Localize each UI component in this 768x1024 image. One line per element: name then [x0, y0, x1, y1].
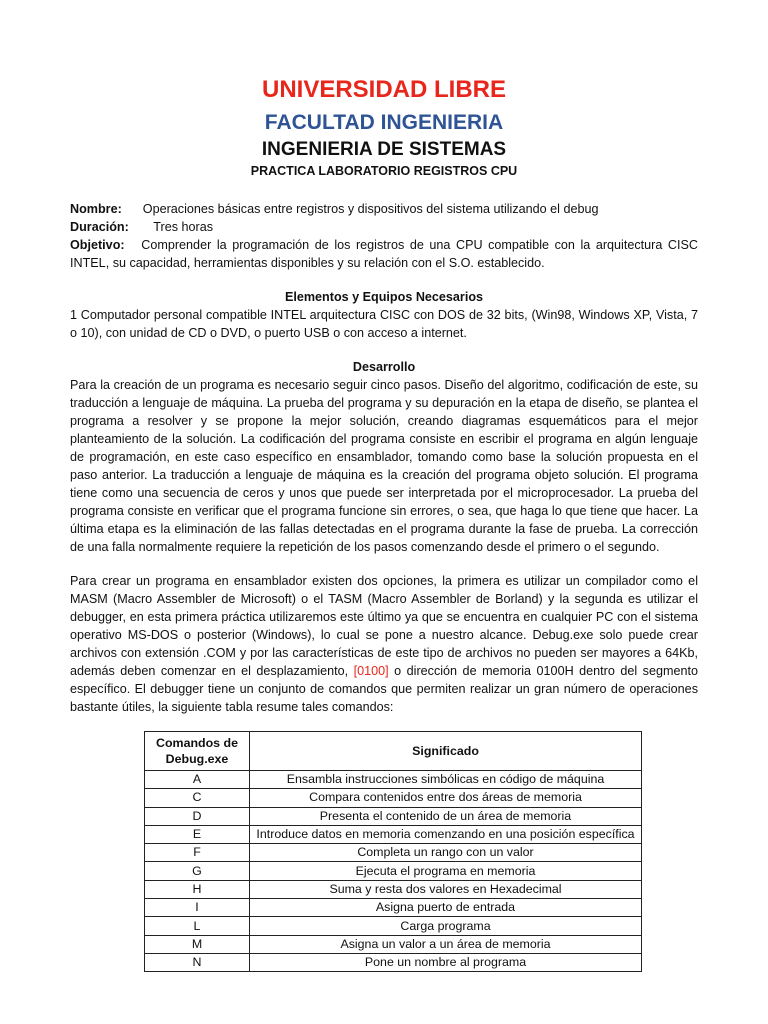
table-row — [145, 807, 642, 825]
command-cell: D — [145, 807, 250, 825]
table-row — [145, 771, 642, 789]
command-cell: G — [145, 862, 250, 880]
table-row — [145, 862, 642, 880]
objective-row — [70, 236, 698, 272]
development-title: Desarrollo — [352, 360, 416, 374]
practice-title: PRACTICA LABORATORIO REGISTROS CPU — [250, 164, 518, 178]
table-row — [145, 935, 642, 953]
name-label: Nombre: — [70, 202, 122, 216]
table-row — [145, 825, 642, 843]
meaning-cell: Carga programa — [250, 917, 642, 935]
meaning-cell: Completa un rango con un valor — [250, 844, 642, 862]
meaning-cell: Compara contenidos entre dos áreas de memoria — [250, 789, 642, 807]
practice-meta — [70, 200, 698, 272]
objective-value: Comprender la programación de los registros de una CPU compatible con la arquitectura CISC INTEL, su capacidad, herramientas disponibles y su relación con el S.O. establecido. — [70, 238, 698, 270]
university-title: UNIVERSIDAD LIBRE — [261, 76, 507, 103]
command-cell: N — [145, 953, 250, 971]
p2-text-before: Para crear un programa en ensamblador existen dos opciones, la primera es utilizar un compilador como el MASM (Macro Assembler de Microsoft) o el TASM (Macro Assembler de Borland) y la segunda es utilizar el debugger, en esta primera práctica utilizaremos este último ya que se encuentra en cualquier PC con el sistema operativo MS-DOS o posterior (Windows), lo cual se pone a nuestro alcance. Debug.exe solo puede crear archivos con extensión .COM y por las características de este tipo de archivos no pueden ser mayores a 64Kb, además deben comenzar en el desplazamiento, — [70, 574, 698, 678]
objective-label: Objetivo: — [70, 238, 125, 252]
meaning-cell: Ejecuta el programa en memoria — [250, 862, 642, 880]
command-cell: F — [145, 844, 250, 862]
development-paragraph-2 — [70, 572, 698, 716]
meaning-cell: Introduce datos en memoria comenzando en una posición específica — [250, 825, 642, 843]
offset-highlight: [0100] — [353, 664, 389, 678]
table-row — [145, 789, 642, 807]
table-row — [145, 917, 642, 935]
development-section — [70, 358, 698, 556]
debug-commands-table — [144, 731, 642, 972]
command-cell: I — [145, 899, 250, 917]
column-header-commands: Comandos de Debug.exe — [145, 732, 250, 771]
duration-value: Tres horas — [153, 220, 214, 234]
table-row — [145, 880, 642, 898]
command-cell: L — [145, 917, 250, 935]
name-row — [70, 200, 698, 218]
command-cell: E — [145, 825, 250, 843]
duration-row — [70, 218, 698, 236]
meaning-cell: Pone un nombre al programa — [250, 953, 642, 971]
meaning-cell: Asigna puerto de entrada — [250, 899, 642, 917]
meaning-cell: Suma y resta dos valores en Hexadecimal — [250, 880, 642, 898]
equipment-section — [70, 288, 698, 342]
equipment-text: 1 Computador personal compatible INTEL arquitectura CISC con DOS de 32 bits, (Win98, Windows XP, Vista, 7 o 10), con unidad de CD o DVD, o puerto USB o con acceso a internet. — [70, 308, 698, 340]
command-cell: A — [145, 771, 250, 789]
development-paragraph-1: Para la creación de un programa es necesario seguir cinco pasos. Diseño del algoritmo, codificación de este, su traducción a lenguaje de máquina. La prueba del programa y su depuración en la etapa de diseño, se plantea el programa a resolver y se propone la mejor solución, creando diagramas esquemáticos para el mejor planteamiento de la solución. La codificación del programa consiste en escribir el programa en algún lenguaje de programación, en este caso específico en ensamblador, tomando como base la solución propuesta en el paso anterior. La traducción a lenguaje de máquina es la creación del programa objeto solución. El programa tiene como una secuencia de ceros y unos que puede ser interpretada por el microprocesador. La prueba del programa consiste en verificar que el programa funcione sin errores, o sea, que haga lo que tiene que hacer. La última etapa es la eliminación de las fallas detectadas en el programa durante la fase de prueba. La corrección de una falla normalmente requiere la repetición de los pasos comenzando desde el primero o el segundo. — [70, 378, 698, 554]
equipment-title: Elementos y Equipos Necesarios — [284, 290, 484, 304]
name-value: Operaciones básicas entre registros y dispositivos del sistema utilizando el debug — [142, 202, 599, 216]
command-cell: C — [145, 789, 250, 807]
table-body — [145, 771, 642, 972]
table-header-row — [145, 732, 642, 771]
table-row — [145, 953, 642, 971]
duration-label: Duración: — [70, 220, 129, 234]
meaning-cell: Asigna un valor a un área de memoria — [250, 935, 642, 953]
program-title: INGENIERIA DE SISTEMAS — [261, 139, 507, 160]
column-header-meaning: Significado — [250, 732, 642, 771]
meaning-cell: Presenta el contenido de un área de memoria — [250, 807, 642, 825]
p2-text-after: o dirección de memoria 0100H dentro del segmento específico. El debugger tiene un conjunto de comandos que permiten realizar un gran número de operaciones bastante útiles, la siguiente tabla resume tales comandos: — [70, 664, 698, 714]
meaning-cell: Ensambla instrucciones simbólicas en código de máquina — [250, 771, 642, 789]
command-cell: H — [145, 880, 250, 898]
table-row — [145, 899, 642, 917]
command-cell: M — [145, 935, 250, 953]
faculty-title: FACULTAD INGENIERIA — [264, 111, 504, 134]
table-row — [145, 844, 642, 862]
